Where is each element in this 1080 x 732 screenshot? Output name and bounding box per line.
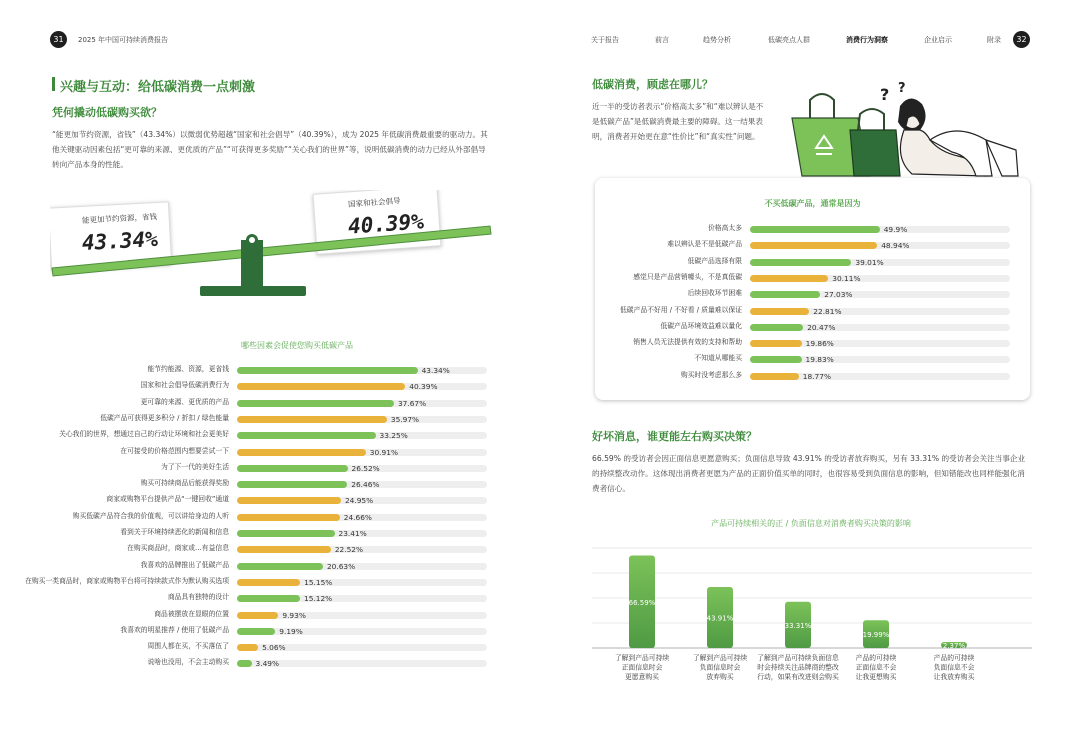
bar-label: 周围人都在买，不买落伍了 xyxy=(147,642,229,651)
bar-value-label: 26.46% xyxy=(351,480,380,490)
bar-label: 我喜欢的品牌推出了低碳产品 xyxy=(140,560,229,569)
bar xyxy=(237,400,394,407)
left-page-number: 31 xyxy=(50,31,67,48)
bar-label: 能节约能源、资源，更省钱 xyxy=(147,365,229,373)
nav-item-2[interactable]: 趋势分析 xyxy=(703,36,731,44)
bar-value-label: 18.77% xyxy=(802,371,831,381)
column-category-label: 产品的可持续 xyxy=(933,654,975,662)
seesaw-right-value: 40.39% xyxy=(347,209,425,239)
nav-item-1[interactable]: 前言 xyxy=(655,36,669,44)
bar-value-label: 22.81% xyxy=(813,306,842,316)
bar xyxy=(750,275,828,282)
seesaw-left-label: 能更加节约资源，省钱 xyxy=(81,212,158,225)
subtitle-news: 好坏消息，谁更能左右购买决策？ xyxy=(592,430,757,443)
shopper-illustration xyxy=(780,78,1040,180)
bar-label: 为了下一代的美好生活 xyxy=(161,462,229,471)
bar xyxy=(237,546,331,553)
column-category-label: 正面信息不会 xyxy=(855,663,897,672)
bar xyxy=(237,449,366,456)
bar-value-label: 24.95% xyxy=(344,496,374,506)
svg-text:?: ? xyxy=(880,85,890,104)
column-category-label: 让我放弃购买 xyxy=(933,673,975,681)
bar-value-label: 35.97% xyxy=(390,414,420,424)
bar-label: 低碳产品不好用 / 不好看 / 质量难以保证 xyxy=(620,305,742,314)
bar xyxy=(750,373,799,380)
bar-label: 说啥也没用，不会主动购买 xyxy=(147,658,229,667)
column-value-label: 43.91% xyxy=(706,614,734,623)
column-category-label: 了解到产品可持续负面信息 xyxy=(757,654,839,662)
right-page-number: 32 xyxy=(1013,31,1030,48)
subtitle-concerns: 低碳消费，顾虑在哪儿？ xyxy=(592,78,713,91)
bar xyxy=(750,308,809,315)
bar-label: 感觉只是产品营销噱头，不是真低碳 xyxy=(633,272,742,281)
nav-item-0[interactable]: 关于报告 xyxy=(591,36,619,44)
bar xyxy=(237,628,275,635)
bar-label: 看到关于环境持续恶化的新闻和信息 xyxy=(120,528,229,536)
bar xyxy=(237,514,340,521)
column-category-label: 让我更想购买 xyxy=(855,673,897,681)
seesaw-left-value: 43.34% xyxy=(81,227,159,255)
bar-label: 商品被摆放在显眼的位置 xyxy=(154,609,229,618)
bar xyxy=(237,416,387,423)
seesaw-right-label: 国家和社会倡导 xyxy=(347,196,401,209)
bar-value-label: 30.11% xyxy=(832,273,861,283)
column-category-label: 产品的可持续 xyxy=(855,654,897,662)
bar-label: 购买低碳产品符合我的价值观，可以讲给身边的人听 xyxy=(72,511,229,520)
bar xyxy=(750,259,851,266)
nav-item-6[interactable]: 附录 xyxy=(987,36,1001,44)
nav-item-5[interactable]: 企业启示 xyxy=(924,36,952,44)
bar-label: 更可靠的来源、更优质的产品 xyxy=(140,397,229,406)
drivers-chart-title: 哪些因素会促使您购买低碳产品 xyxy=(241,341,353,350)
bar xyxy=(237,563,323,570)
bar-value-label: 15.12% xyxy=(304,594,333,604)
seesaw-post xyxy=(241,240,263,288)
bar-value-label: 30.91% xyxy=(369,447,398,457)
column-category-label: 了解到产品可持续 xyxy=(692,654,748,662)
news-chart-title: 产品可持续相关的正 / 负面信息对消费者购买决策的影响 xyxy=(711,519,911,528)
bar-value-label: 33.25% xyxy=(379,431,408,441)
nav-item-3[interactable]: 低碳亮点人群 xyxy=(768,36,810,44)
bar-label: 后续回收环节困难 xyxy=(687,289,742,298)
column-category-label: 正面信息时会 xyxy=(621,663,663,672)
column-value-label: 19.99% xyxy=(862,631,890,640)
bar xyxy=(237,530,335,537)
column-category-label: 更愿意购买 xyxy=(625,673,659,681)
bar xyxy=(237,383,405,390)
column-category-label: 负面信息不会 xyxy=(933,663,975,672)
bar xyxy=(750,226,880,233)
bar xyxy=(750,340,802,347)
bar xyxy=(750,356,802,363)
bar-value-label: 3.49% xyxy=(255,659,280,669)
bar-value-label: 22.52% xyxy=(334,545,364,555)
bar xyxy=(237,660,252,667)
bar-label: 价格高太多 xyxy=(708,224,742,232)
bar xyxy=(750,291,820,298)
column-value-label: 33.31% xyxy=(784,621,812,630)
bar-value-label: 27.03% xyxy=(824,290,853,300)
nav-item-4[interactable]: 消费行为洞察 xyxy=(846,36,888,44)
paragraph-news: 66.59% 的受访者会因正面信息更愿意购买；负面信息导致 43.91% 的受访者放弃购买，另有 33.31% 的受访者会关注当事企业的持续整改动作。这体现出消费者更愿为产品的正面价值买单的同时，也很容易受到负面信息的影响，但知错能改也同样能强化消费者信心。 xyxy=(592,454,1026,493)
bar xyxy=(237,432,376,439)
bar xyxy=(237,595,300,602)
paragraph-drivers: “能更加节约资源，省钱”（43.34%）以微弱优势超越“国家和社会倡导”（40.39%），成为 2025 年低碳消费最重要的驱动力。其他关键驱动因素包括“更可靠的来源、更优质的产品”“可获得更多奖励”“关心我们的世界”等，说明低碳消费的动力已经从外部倡导转向产品本身的性能。 xyxy=(52,130,488,169)
bar-value-label: 49.9% xyxy=(883,225,908,234)
bar-value-label: 9.93% xyxy=(282,610,306,620)
bar-label: 购买时没考虑那么多 xyxy=(680,370,742,379)
bar-label: 购买可持续商品后能获得奖励 xyxy=(140,479,229,488)
bar xyxy=(237,367,418,374)
column-value-label: 2.37% xyxy=(942,642,966,650)
bar xyxy=(750,324,803,331)
bar-label: 在可接受的价格范围内想要尝试一下 xyxy=(120,446,229,455)
bar-value-label: 48.94% xyxy=(881,241,910,251)
concerns-chart-title: 不买低碳产品，通常是因为 xyxy=(764,199,861,208)
column-category-label: 时会持续关注品牌商的整改 xyxy=(757,663,839,672)
bar xyxy=(237,579,300,586)
news-column-chart xyxy=(592,540,1032,690)
column-category-label: 负面信息时会 xyxy=(699,663,741,672)
bar-label: 低碳产品选择有限 xyxy=(687,256,742,265)
bar-label: 难以辨认是不是低碳产品 xyxy=(667,240,742,249)
bar-label: 销售人员无法提供有效的支持和帮助 xyxy=(633,338,742,347)
bar xyxy=(237,497,341,504)
bar xyxy=(237,612,278,619)
bar-label: 我喜欢的明星推荐 / 使用了低碳产品 xyxy=(120,625,229,634)
bar-label: 在购买商品时，商家或…有益信息 xyxy=(127,544,229,553)
bar-label: 国家和社会倡导低碳消费行为 xyxy=(140,381,229,390)
bar-value-label: 9.19% xyxy=(279,626,303,636)
bar-value-label: 20.47% xyxy=(807,322,836,332)
bar xyxy=(237,644,258,651)
bar-value-label: 23.41% xyxy=(338,529,367,538)
bar-value-label: 5.06% xyxy=(262,643,286,653)
bar-value-label: 37.67% xyxy=(397,398,427,408)
bar-value-label: 19.83% xyxy=(805,355,834,365)
column-category-label: 行动，如果有改进则会购买 xyxy=(757,673,839,681)
seesaw-base xyxy=(200,286,306,296)
bar-label: 商品具有独特的设计 xyxy=(167,593,229,602)
bar-value-label: 19.86% xyxy=(805,339,834,349)
svg-text:?: ? xyxy=(898,81,906,96)
bar-value-label: 20.63% xyxy=(326,561,356,571)
column-value-label: 66.59% xyxy=(628,598,656,607)
bar xyxy=(237,465,348,472)
paragraph-concerns: 近一半的受访者表示“价格高太多”和“难以辨认是不是低碳产品”是低碳消费最主要的障碍。这一结果表明，消费者开始更在意“性价比”和“真实性”问题。 xyxy=(592,102,764,141)
column-category-label: 了解到产品可持续 xyxy=(614,654,670,662)
bar-value-label: 40.39% xyxy=(409,382,438,392)
bar-value-label: 39.01% xyxy=(855,257,884,267)
subtitle-drivers: 凭何撬动低碳购买欲？ xyxy=(52,106,162,119)
section-marker xyxy=(52,77,55,91)
bar-value-label: 15.15% xyxy=(304,577,333,587)
bar-label: 商家或购物平台提供产品“一键回收”通道 xyxy=(106,495,229,504)
bar-label: 低碳产品可获得更多积分 / 折扣 / 绿色能量 xyxy=(100,413,229,422)
bar-label: 低碳产品环境效益难以量化 xyxy=(660,321,742,330)
bar-value-label: 26.52% xyxy=(351,463,380,473)
bar-label: 关心我们的世界，想通过自己的行动让环境和社会更美好 xyxy=(59,430,229,439)
column-category-label: 放弃购买 xyxy=(706,673,734,681)
bar-label: 在购买一类商品时，商家或购物平台将可持续款式作为默认购买选项 xyxy=(25,576,229,585)
bar-label: 不知道从哪能买 xyxy=(694,354,742,363)
bar xyxy=(237,481,347,488)
bar xyxy=(750,242,877,249)
bar-value-label: 24.66% xyxy=(343,512,372,522)
section-title: 兴趣与互动：给低碳消费一点刺激 xyxy=(60,80,256,95)
report-title: 2025 年中国可持续消费报告 xyxy=(78,36,169,44)
bar-value-label: 43.34% xyxy=(421,366,450,375)
